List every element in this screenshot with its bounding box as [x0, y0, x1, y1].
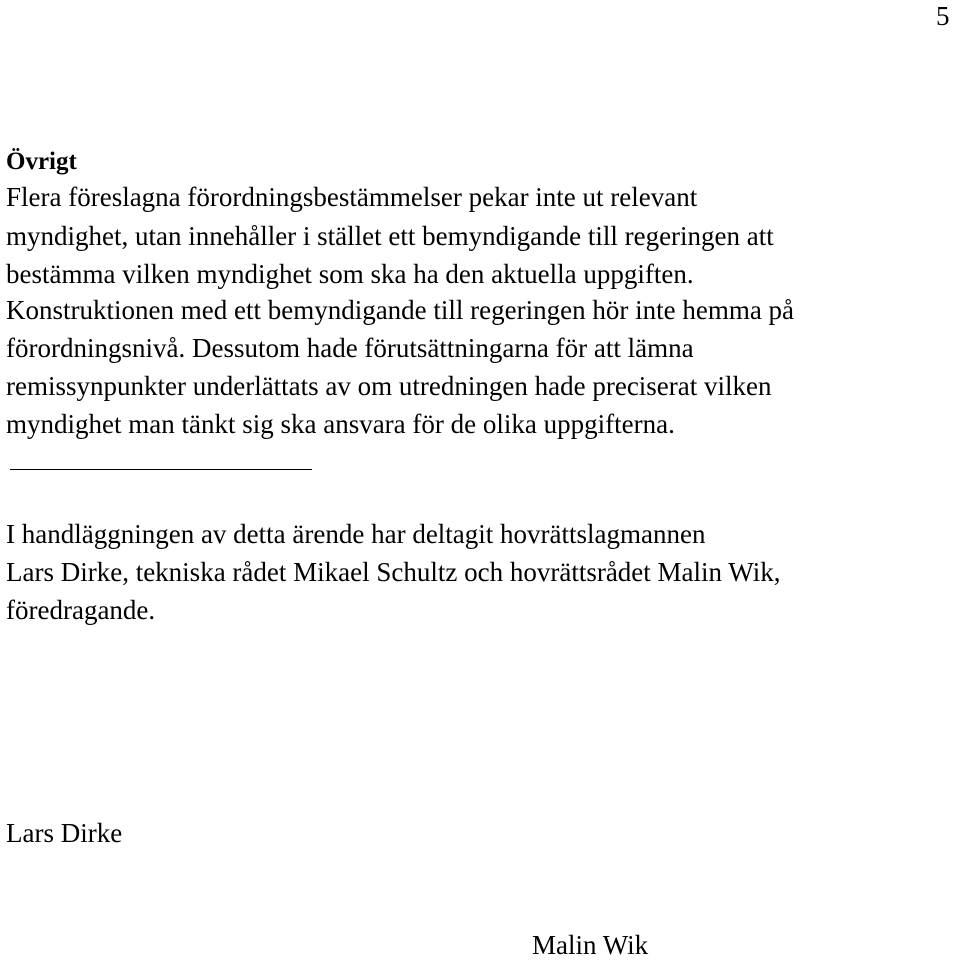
- body-line: förordningsnivå. Dessutom hade förutsättningarna för att lämna: [6, 333, 694, 363]
- section-heading: Övrigt: [6, 148, 77, 175]
- body-line: Konstruktionen med ett bemyndigande till regeringen hör inte hemma på: [6, 295, 795, 325]
- body-line: myndighet man tänkt sig ska ansvara för de olika uppgifterna.: [6, 409, 675, 439]
- signature-malin-wik: Malin Wik: [532, 930, 649, 960]
- participants-line: I handläggningen av detta ärende har deltagit hovrättslagmannen: [6, 519, 706, 549]
- body-line: Flera föreslagna förordningsbestämmelser pekar inte ut relevant: [6, 182, 698, 212]
- participants-line: Lars Dirke, tekniska rådet Mikael Schultz och hovrättsrådet Malin Wik,: [6, 557, 781, 587]
- signature-lars-dirke: Lars Dirke: [6, 818, 123, 848]
- body-line: remissynpunkter underlättats av om utredningen hade preciserat vilken: [6, 371, 772, 401]
- body-line: myndighet, utan innehåller i stället ett bemyndigande till regeringen att: [6, 221, 774, 251]
- body-line: bestämma vilken myndighet som ska ha den aktuella uppgiften.: [6, 259, 694, 289]
- separator-line: [10, 469, 312, 470]
- page-number: 5: [936, 1, 950, 31]
- participants-line: föredragande.: [6, 595, 156, 625]
